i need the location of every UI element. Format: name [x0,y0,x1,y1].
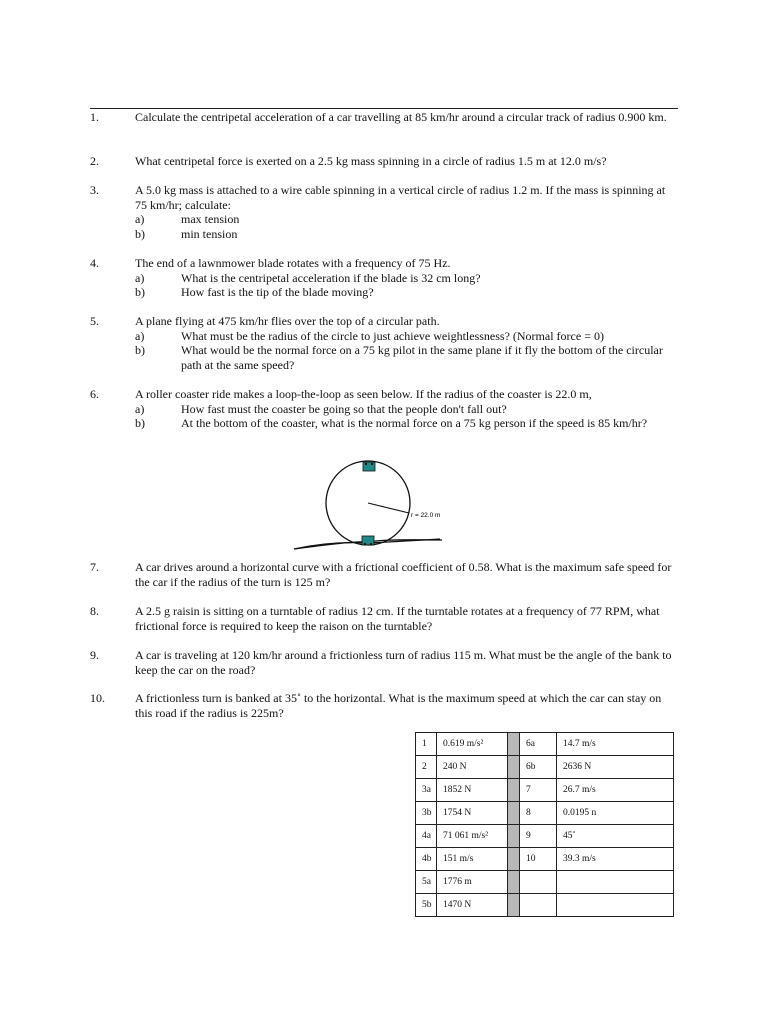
question-part: a) max tension [135,212,240,227]
question-8 [90,604,678,633]
question-number: 2. [90,154,99,168]
question-1 [90,110,678,125]
question-7 [90,560,678,589]
question-6 [90,387,678,431]
question-2 [90,154,678,169]
radius-line [368,503,409,513]
question-10 [90,691,678,720]
answer-key: 3b [416,802,437,825]
question-number: 8. [90,604,99,618]
answer-key: 3a [416,779,437,802]
table-row [416,848,674,871]
loop-the-loop-diagram [290,455,450,555]
question-4 [90,256,678,300]
question-number: 10. [90,691,105,705]
question-number: 3. [90,183,99,197]
table-row [416,871,674,894]
question-text: A frictionless turn is banked at 35˚ to the horizontal. What is the maximum speed at which the car can stay on this road if the radius is 225m? [135,691,662,720]
table-row [416,802,674,825]
answer-key [520,871,557,894]
question-part: a) What is the centripetal acceleration if the blade is 32 cm long? [135,270,481,285]
answer-key: 8 [520,802,557,825]
table-spacer [508,733,520,756]
answer-value: 71 061 m/s² [437,825,508,848]
coaster-cart-top [363,462,375,471]
answer-key: 5a [416,871,437,894]
table-spacer [508,756,520,779]
answer-value: 240 N [437,756,508,779]
answer-key: 6b [520,756,557,779]
table-spacer [508,779,520,802]
answer-value: 39.3 m/s [557,848,674,871]
table-spacer [508,825,520,848]
table-row [416,825,674,848]
question-part: a) What must be the radius of the circle to just achieve weightlessness? (Normal force = 0) [135,328,604,343]
answer-key [520,894,557,917]
answer-value [557,871,674,894]
question-9 [90,648,678,677]
answer-key: 10 [520,848,557,871]
answer-value [557,894,674,917]
answer-value: 151 m/s [437,848,508,871]
answer-key: 4b [416,848,437,871]
answer-key: 1 [416,733,437,756]
table-row [416,894,674,917]
answer-value: 14.7 m/s [557,733,674,756]
question-number: 6. [90,387,99,401]
question-number: 1. [90,110,99,124]
answer-value: 1470 N [437,894,508,917]
table-row [416,733,674,756]
answer-value: 0.619 m/s² [437,733,508,756]
question-text: A car is traveling at 120 km/hr around a frictionless turn of radius 115 m. What must be the angle of the bank to keep the car on the road? [135,648,672,677]
question-part: b) min tension [135,226,238,241]
question-number: 5. [90,314,99,328]
table-spacer [508,894,520,917]
answer-value: 2636 N [557,756,674,779]
answer-key: 9 [520,825,557,848]
question-number: 4. [90,256,99,270]
table-spacer [508,848,520,871]
table-spacer [508,802,520,825]
table-row [416,756,674,779]
table-spacer [508,871,520,894]
question-text: A 5.0 kg mass is attached to a wire cable spinning in a vertical circle of radius 1.2 m. If the mass is spinning at 75 km/hr; calculate: [135,183,666,212]
answer-value: 1754 N [437,802,508,825]
question-3 [90,183,678,241]
question-number: 7. [90,560,99,574]
answer-key: 6a [520,733,557,756]
answer-key-table [415,732,674,917]
question-part: b) At the bottom of the coaster, what is the normal force on a 75 kg person if the speed is 85 km/hr? [135,416,648,431]
question-text: A roller coaster ride makes a loop-the-loop as seen below. If the radius of the coaster is 22.0 m, [135,387,592,401]
top-rule [90,108,678,109]
answer-value: 0.0195 n [557,802,674,825]
answer-value: 45˚ [557,825,674,848]
question-part: b) What would be the normal force on a 75 kg pilot in the same plane if it fly the bottom of the circular path at the same speed? [135,343,663,372]
answer-key: 2 [416,756,437,779]
question-text: A 2.5 g raisin is sitting on a turntable of radius 12 cm. If the turntable rotates at a frequency of 77 RPM, what frictional force is required to keep the raison on the turntable? [135,604,660,633]
answer-key: 5b [416,894,437,917]
question-part: a) How fast must the coaster be going so that the people don't fall out? [135,401,507,416]
question-part: b) How fast is the tip of the blade moving? [135,285,374,300]
radius-label: r = 22.0 m [411,512,441,519]
answer-key: 4a [416,825,437,848]
answer-key: 7 [520,779,557,802]
question-text: A plane flying at 475 km/hr flies over the top of a circular path. [135,314,440,328]
question-text: A car drives around a horizontal curve with a frictional coefficient of 0.58. What is the maximum safe speed for the car if the radius of the turn is 125 m? [135,560,672,589]
table-row [416,779,674,802]
question-text: Calculate the centripetal acceleration of a car travelling at 85 km/hr around a circular track of radius 0.900 km. [135,110,667,124]
question-text: The end of a lawnmower blade rotates with a frequency of 75 Hz. [135,256,451,270]
question-text: What centripetal force is exerted on a 2.5 kg mass spinning in a circle of radius 1.5 m at 12.0 m/s? [135,154,607,168]
answer-value: 1776 m [437,871,508,894]
question-5 [90,314,678,372]
coaster-cart-bottom [362,536,374,545]
answer-value: 26.7 m/s [557,779,674,802]
answer-value: 1852 N [437,779,508,802]
question-number: 9. [90,648,99,662]
